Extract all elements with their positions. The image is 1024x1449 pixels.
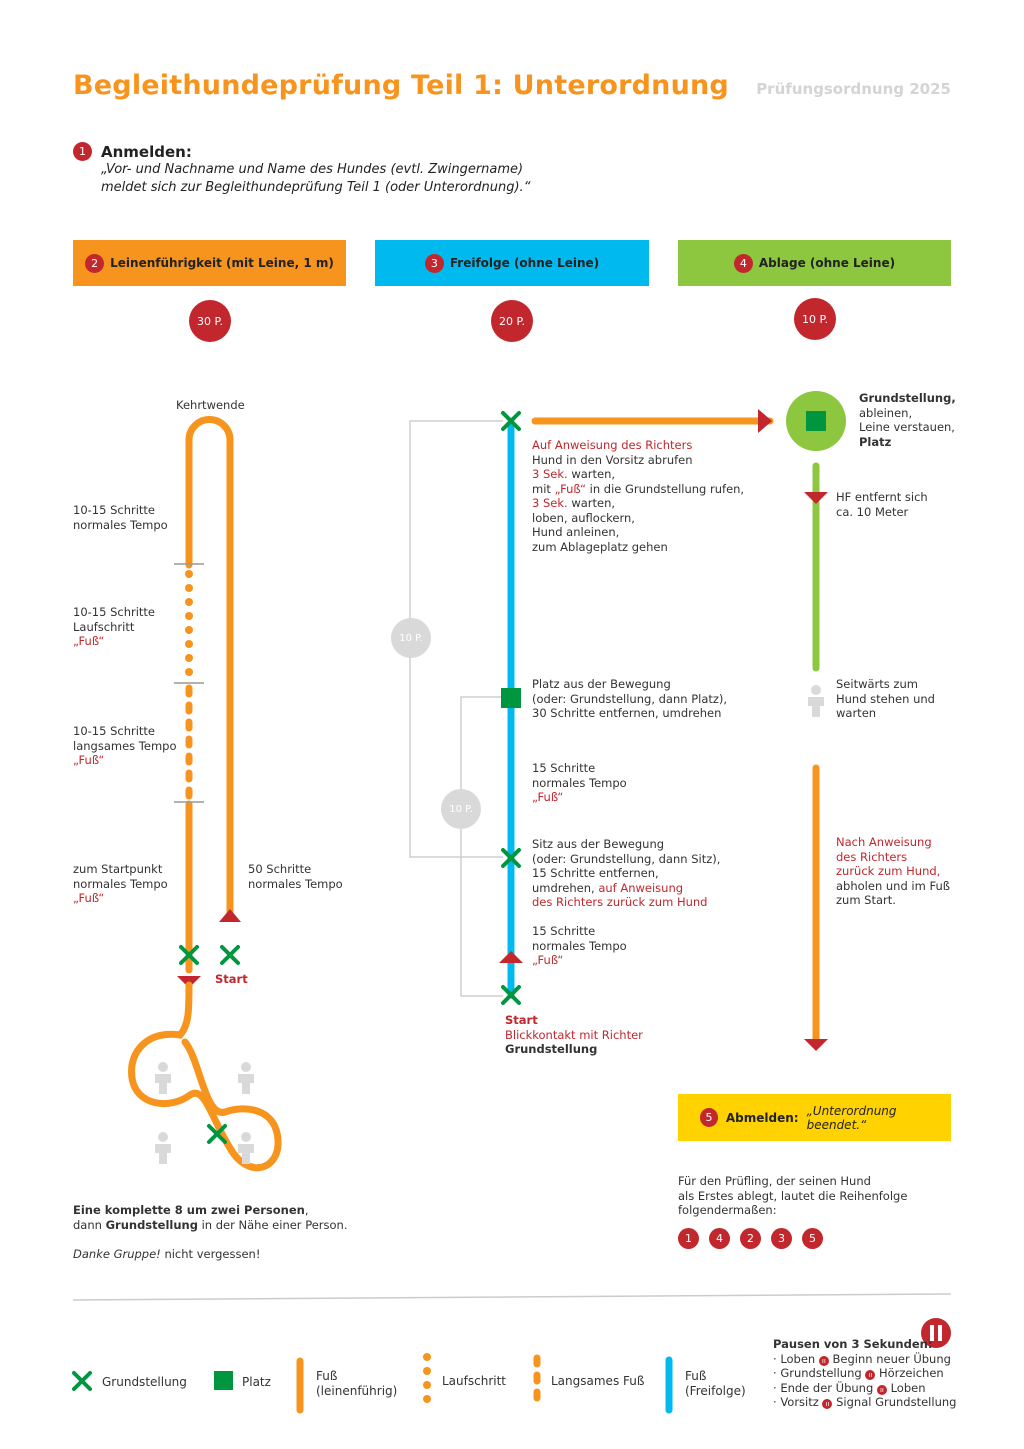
text-line: Sitz aus der Bewegung — [532, 837, 665, 851]
text-line: Grundstellung, — [859, 391, 956, 405]
pause-to: Hörzeichen — [878, 1366, 944, 1380]
legend-laufschritt-icon — [423, 1353, 431, 1403]
text-line: des Richters — [836, 849, 908, 864]
pause-from: Loben — [780, 1351, 816, 1366]
text-span: 3 Sek. — [532, 496, 568, 510]
order-sequence — [678, 1228, 823, 1249]
legend-fuss-frei — [685, 1369, 746, 1399]
text-span: mit — [532, 481, 555, 496]
text-line: „Fuß“ — [532, 790, 564, 804]
pause-item: · Loben ıı Beginn neuer Übung — [773, 1351, 951, 1366]
pause-from: Vorsitz — [780, 1395, 819, 1409]
text-line: langsames Tempo — [73, 738, 177, 753]
step1-quote-line1: „Vor- und Nachname und Name des Hundes (evtl. Zwingername) — [101, 162, 524, 177]
text-line: Seitwärts zum — [836, 677, 918, 691]
text-line: (leinenführig) — [316, 1384, 398, 1398]
pause-item: · Ende der Übung ıı Loben — [773, 1380, 926, 1395]
label-abrufen — [532, 438, 744, 554]
section-number: 2 — [85, 254, 104, 273]
step1-heading: Anmelden: — [101, 142, 192, 161]
text-line: normales Tempo — [532, 938, 627, 953]
step-number-1: 1 — [73, 142, 92, 161]
label-figure8 — [73, 1203, 348, 1232]
text-line: Nach Anweisung — [836, 835, 932, 849]
text-line: 10-15 Schritte — [73, 503, 155, 517]
label-seg1 — [73, 503, 168, 532]
text-line: „Fuß“ — [532, 953, 564, 967]
text-span: , — [304, 1203, 309, 1217]
text-line: warten — [836, 706, 877, 720]
step-number-5: 5 — [700, 1108, 718, 1127]
text-span: in die Grundstellung rufen, — [585, 481, 745, 496]
points-badge-freifolge: 20 P. — [491, 300, 533, 342]
abmelden-quote: „Unterordnung beendet.“ — [806, 1103, 897, 1132]
legend-laufschritt: Laufschritt — [442, 1374, 507, 1388]
text-line: als Erstes ablegt, lautet die Reihenfolge — [678, 1188, 908, 1203]
text-line: normales Tempo — [248, 876, 343, 891]
pause-to: Signal Grundstellung — [836, 1395, 957, 1409]
text-line: 30 Schritte entfernen, umdrehen — [532, 706, 722, 720]
text-span: warten, — [567, 467, 616, 481]
order-step: 5 — [802, 1228, 823, 1249]
legend-langsam: Langsames Fuß — [551, 1374, 645, 1388]
label-platz — [532, 677, 727, 721]
label-hf — [836, 490, 928, 519]
legend-platz: Platz — [242, 1375, 271, 1389]
label-nach-anweisung — [836, 835, 950, 908]
page-title: Begleithundeprüfung Teil 1: Unterordnung — [73, 70, 729, 101]
text-line: zum Startpunkt — [73, 862, 163, 876]
section-number: 3 — [425, 254, 444, 273]
section-label: Freifolge (ohne Leine) — [449, 256, 600, 270]
text-line: Blickkontakt mit Richter — [505, 1027, 643, 1042]
text-line: „Fuß“ — [73, 891, 105, 905]
text-line: Hund in den Vorsitz abrufen — [532, 452, 693, 467]
pause-item: · Grundstellung ıı Hörzeichen — [773, 1366, 944, 1380]
text-line: normales Tempo — [532, 775, 627, 790]
section-label: Ablage (ohne Leine) — [758, 256, 896, 270]
points-badge-ablage: 10 P. — [794, 298, 836, 340]
text-line: ca. 10 Meter — [836, 504, 909, 519]
text-line: ableinen, — [859, 405, 913, 420]
text-bold: Grundstellung — [105, 1217, 198, 1232]
legend-grundstellung: Grundstellung — [102, 1375, 187, 1389]
text-line: Hund stehen und — [836, 691, 935, 706]
pause-from: Grundstellung — [780, 1366, 862, 1380]
label-start-col1: Start — [215, 972, 248, 986]
text-line: (oder: Grundstellung, dann Sitz), — [532, 851, 721, 866]
order-note — [678, 1174, 907, 1218]
page-subtitle: Prüfungsordnung 2025 — [756, 80, 951, 98]
text-line: Für den Prüfling, der seinen Hund — [678, 1174, 871, 1188]
text-line: „Fuß“ — [73, 634, 105, 648]
text-span: warten, — [567, 496, 616, 510]
section-number: 4 — [734, 254, 753, 273]
legend-grundstellung-icon — [74, 1373, 90, 1389]
text-line: Fuß — [685, 1369, 707, 1383]
text-line: Auf Anweisung des Richters — [532, 438, 693, 452]
text-line: des Richters zurück zum Hund — [532, 895, 708, 909]
text-bold: Eine komplette 8 um zwei Personen — [73, 1203, 305, 1217]
text-span: auf Anweisung — [598, 880, 684, 895]
pause-dot-icon: ıı — [865, 1370, 875, 1380]
text-span: dann — [73, 1217, 106, 1232]
text-italic: Danke Gruppe! — [73, 1247, 161, 1261]
label-start-col2 — [505, 1013, 643, 1057]
label-mid2 — [532, 924, 627, 968]
label-seg4 — [73, 862, 168, 906]
text-line: zum Ablageplatz gehen — [532, 539, 668, 554]
text-line: zum Start. — [836, 893, 896, 907]
section-label: Leinenführigkeit (mit Leine, 1 m) — [110, 256, 334, 270]
order-step: 3 — [771, 1228, 792, 1249]
order-step: 1 — [678, 1228, 699, 1249]
order-step: 2 — [740, 1228, 761, 1249]
text-line: 15 Schritte entfernen, — [532, 866, 659, 880]
text-line: 15 Schritte — [532, 761, 596, 775]
points-badge-leinenfuehrigkeit: 30 P. — [189, 300, 231, 342]
text-line: zurück zum Hund, — [836, 864, 941, 878]
text-line: Start — [505, 1013, 538, 1027]
text-line: 10-15 Schritte — [73, 605, 155, 619]
text-line: Platz aus der Bewegung — [532, 677, 671, 691]
pause-item: · Vorsitz ıı Signal Grundstellung — [773, 1395, 957, 1409]
text-line: abholen und im Fuß — [836, 878, 950, 893]
text-line: Grundstellung — [505, 1042, 598, 1056]
label-sitz — [532, 837, 720, 910]
legend-pausen — [773, 1337, 956, 1410]
label-thanks — [73, 1247, 260, 1262]
pause-title: Pausen von 3 Sekunden: — [773, 1337, 933, 1351]
text-line: Platz — [859, 434, 892, 449]
text-span: „Fuß“ — [554, 481, 586, 496]
text-span: umdrehen, — [532, 880, 599, 895]
pause-to: Beginn neuer Übung — [832, 1351, 951, 1366]
text-line: loben, auflockern, — [532, 510, 635, 525]
label-seitwaerts — [836, 677, 935, 721]
text-line: Fuß — [316, 1369, 338, 1383]
text-line: normales Tempo — [73, 517, 168, 532]
section-bar-abmelden — [678, 1094, 951, 1141]
pause-to: Loben — [890, 1380, 926, 1395]
label-ablage-top — [859, 391, 956, 449]
points-badge-outer: 10 P. — [391, 618, 431, 658]
text-span: nicht vergessen! — [160, 1247, 261, 1261]
text-line: HF entfernt sich — [836, 490, 928, 504]
abmelden-label: Abmelden: — [725, 1110, 799, 1125]
text-line: normales Tempo — [73, 876, 168, 891]
pause-dot-icon: ıı — [822, 1399, 832, 1409]
legend-fuss-leine — [316, 1369, 397, 1399]
text-line: Leine verstauen, — [859, 420, 955, 434]
text-line: (oder: Grundstellung, dann Platz), — [532, 691, 728, 706]
step1-quote-line2: meldet sich zur Begleithundeprüfung Teil 1 (oder Unterordnung).“ — [101, 180, 531, 195]
text-line: 50 Schritte — [248, 862, 312, 876]
pause-dot-icon: ıı — [877, 1385, 887, 1395]
legend-divider — [73, 1294, 951, 1300]
text-span: in der Nähe einer Person. — [197, 1217, 348, 1232]
label-mid1 — [532, 761, 627, 805]
text-line: 10-15 Schritte — [73, 724, 155, 738]
text-line: „Fuß“ — [73, 753, 105, 767]
text-line: 15 Schritte — [532, 924, 596, 938]
label-seg2 — [73, 605, 155, 649]
text-line: folgendermaßen: — [678, 1203, 777, 1217]
pause-from: Ende der Übung — [780, 1380, 874, 1395]
text-line: (Freifolge) — [685, 1384, 746, 1398]
text-line: Laufschritt — [73, 619, 135, 634]
text-span: 3 Sek. — [532, 467, 568, 481]
label-seg3 — [73, 724, 176, 768]
label-kehrtwende: Kehrtwende — [176, 398, 245, 412]
order-step: 4 — [709, 1228, 730, 1249]
legend-platz-icon — [214, 1371, 233, 1390]
pause-dot-icon: ıı — [819, 1356, 829, 1366]
points-badge-inner: 10 P. — [441, 789, 481, 829]
text-line: Hund anleinen, — [532, 525, 620, 539]
label-seg5 — [248, 862, 343, 891]
